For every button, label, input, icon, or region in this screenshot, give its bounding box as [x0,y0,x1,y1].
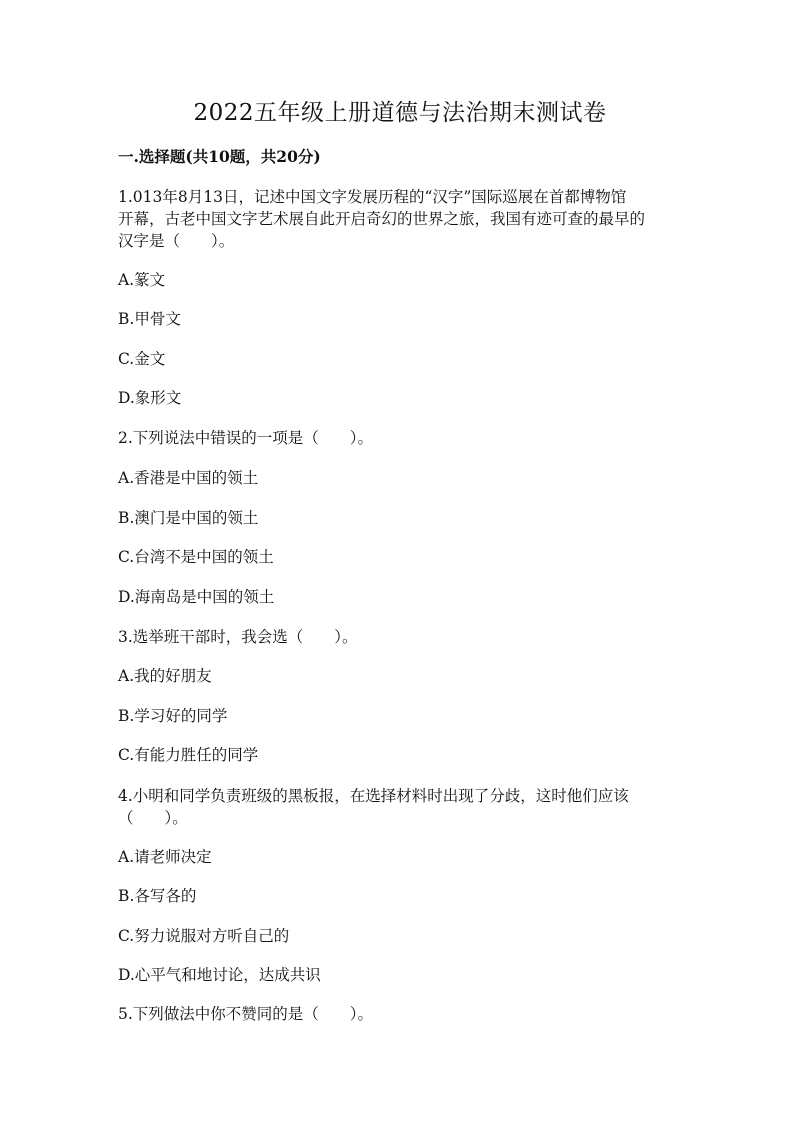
question-3-option-a: A.我的好朋友 [118,667,212,685]
question-4-stem-line-2: （ ）。 [118,809,188,827]
question-2-stem: 2.下列说法中错误的一项是（ ）。 [118,429,374,447]
question-2-option-d: D.海南岛是中国的领土 [118,588,275,606]
section-heading: 一.选择题(共10题，共20分) [118,147,321,166]
question-3-stem: 3.选举班干部时，我会选（ ）。 [118,628,358,646]
question-3-option-b: B.学习好的同学 [118,707,228,725]
exam-title: 2022五年级上册道德与法治期末测试卷 [193,100,607,126]
question-4-stem-line-1: 4.小明和同学负责班级的黑板报，在选择材料时出现了分歧，这时他们应该 [118,787,629,805]
question-3-option-c: C.有能力胜任的同学 [118,746,259,764]
question-2-option-c: C.台湾不是中国的领土 [118,548,274,566]
question-4-option-c: C.努力说服对方听自己的 [118,927,290,945]
question-1-option-d: D.象形文 [118,389,182,407]
question-4-option-d: D.心平气和地讨论，达成共识 [118,966,321,984]
question-5-stem: 5.下列做法中你不赞同的是（ ）。 [118,1005,374,1023]
question-1-option-c: C.金文 [118,350,166,368]
question-1-stem-line-3: 汉字是（ ）。 [118,232,235,250]
question-1-stem-line-1: 1.013年8月13日，记述中国文字发展历程的“汉字”国际巡展在首都博物馆 [118,188,627,206]
question-4-option-b: B.各写各的 [118,887,197,905]
question-1-option-a: A.篆文 [118,271,166,289]
question-2-option-b: B.澳门是中国的领土 [118,509,259,527]
question-2-option-a: A.香港是中国的领土 [118,469,259,487]
question-4-option-a: A.请老师决定 [118,848,212,866]
question-1-stem-line-2: 开幕，古老中国文字艺术展自此开启奇幻的世界之旅，我国有迹可查的最早的 [118,210,646,228]
question-1-option-b: B.甲骨文 [118,310,181,328]
